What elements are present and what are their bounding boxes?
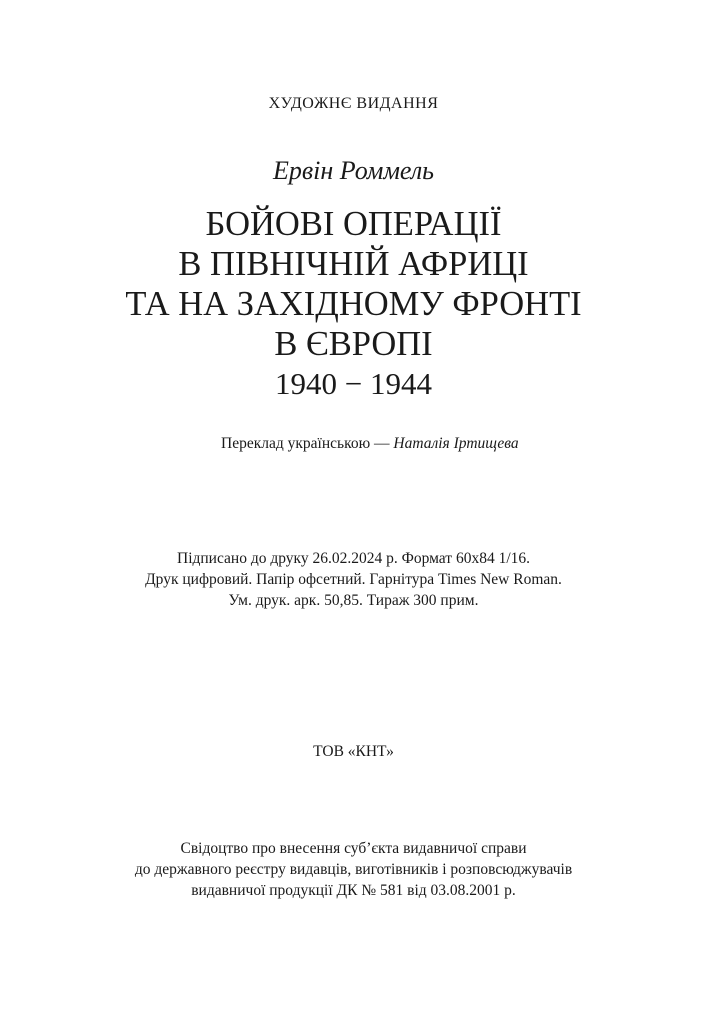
title-line: В ПІВНІЧНІЙ АФРИЦІ [178, 245, 529, 283]
author-name: Ервін Роммель [273, 156, 434, 185]
book-years: 1940 − 1944 [275, 366, 432, 401]
translator-name: Наталія Іртищева [393, 435, 519, 452]
translation-prefix: Переклад українською — [221, 435, 394, 452]
certificate-line: до державного реєстру видавців, виготівників і розповсюджувачів [134, 861, 573, 878]
genre-label: ХУДОЖНЄ ВИДАННЯ [268, 95, 439, 112]
certificate-line: видавничої продукції ДК № 581 від 03.08.2001 р. [191, 882, 516, 899]
imprint-line: Підписано до друку 26.02.2024 р. Формат 60x84 1/16. [177, 550, 530, 567]
book-title [0, 204, 707, 364]
title-line: БОЙОВІ ОПЕРАЦІЇ [205, 205, 502, 243]
translation-credit [221, 435, 519, 453]
title-line: В ЄВРОПІ [274, 325, 433, 363]
imprint-line: Ум. друк. арк. 50,85. Тираж 300 прим. [228, 592, 479, 609]
imprint-info [0, 548, 707, 611]
imprint-line: Друк цифровий. Папір офсетний. Гарнітура Times New Roman. [145, 571, 562, 588]
title-line: ТА НА ЗАХІДНОМУ ФРОНТІ [125, 285, 582, 323]
publisher-certificate [0, 838, 707, 901]
certificate-line: Свідоцтво про внесення суб’єкта видавничої справи [180, 840, 527, 857]
publisher-name: ТОВ «КНТ» [313, 743, 394, 760]
